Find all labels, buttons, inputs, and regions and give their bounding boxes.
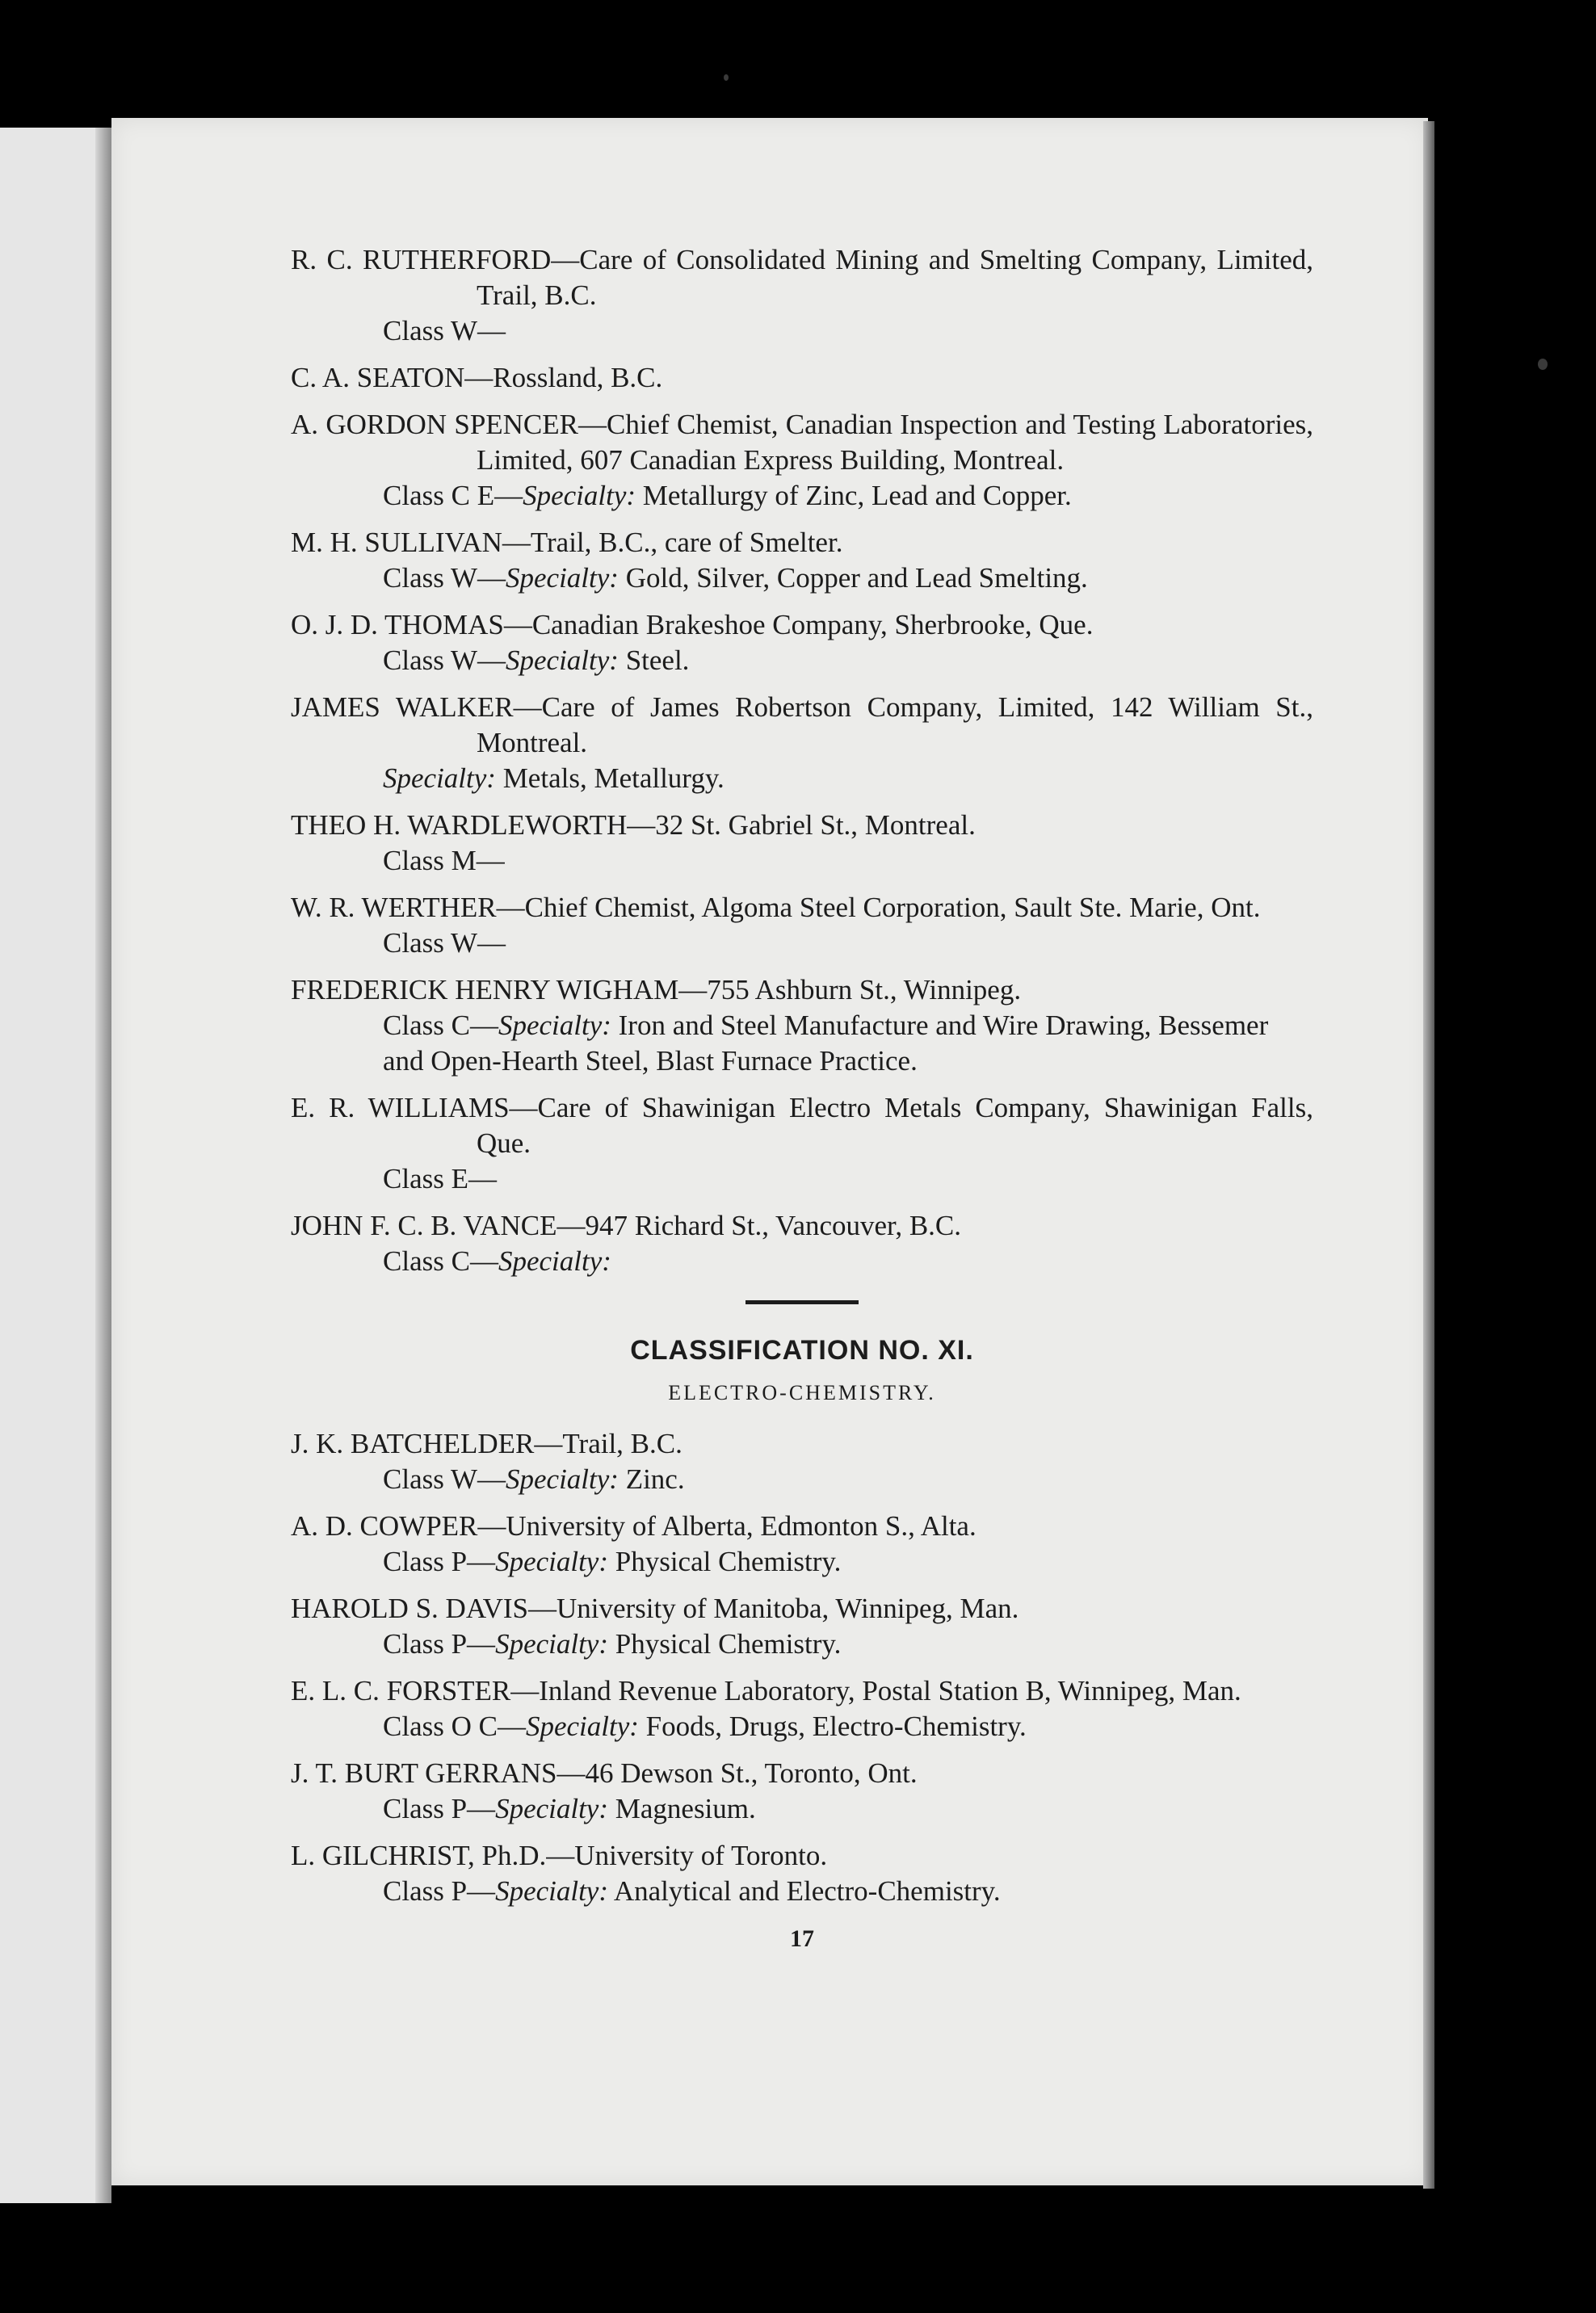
member-entry <box>291 808 1313 879</box>
member-entry <box>291 607 1313 678</box>
member-name-address: THEO H. WARDLEWORTH—32 St. Gabriel St., Montreal. <box>291 809 976 841</box>
member-name-address: J. K. BATCHELDER—Trail, B.C. <box>291 1428 682 1459</box>
member-entry <box>291 407 1313 514</box>
specialty-text: Metallurgy of Zinc, Lead and Copper. <box>636 480 1072 511</box>
specialty-label: Specialty: <box>498 1010 611 1041</box>
specialty-label: Specialty: <box>383 762 496 794</box>
member-class-line <box>291 1161 1313 1197</box>
member-class: Class M— <box>383 845 505 876</box>
member-class-line <box>291 478 1313 514</box>
member-name-address: C. A. SEATON—Rossland, B.C. <box>291 362 663 393</box>
specialty-text: Steel. <box>618 644 690 676</box>
section-divider <box>746 1300 859 1304</box>
member-entry <box>291 242 1313 349</box>
member-class: Class P— <box>383 1628 496 1660</box>
member-class: Class W— <box>383 644 506 676</box>
member-class: Class C— <box>383 1010 498 1041</box>
member-entry <box>291 360 1313 396</box>
member-class-line <box>291 1544 1313 1580</box>
member-class: Class C— <box>383 1245 498 1277</box>
specialty-label: Specialty: <box>498 1245 611 1277</box>
book-gutter <box>95 128 111 2203</box>
member-entry <box>291 690 1313 796</box>
member-class: Class P— <box>383 1793 496 1824</box>
member-class: Class W— <box>383 315 506 346</box>
member-class-line <box>291 1791 1313 1827</box>
specialty-text: Analytical and Electro-Chemistry. <box>608 1875 1001 1907</box>
member-list-bottom <box>291 1426 1313 1909</box>
member-class: Class E— <box>383 1163 497 1194</box>
member-class-line <box>291 761 1313 796</box>
member-name-address: A. GORDON SPENCER—Chief Chemist, Canadian Inspection and Testing Laboratories, Limited, 607 Canadian Express Building, Montreal. <box>291 409 1313 476</box>
member-class-line <box>291 1627 1313 1662</box>
member-class: Class W— <box>383 927 506 959</box>
speck <box>1538 359 1548 370</box>
specialty-label: Specialty: <box>495 1875 608 1907</box>
member-class: Class P— <box>383 1875 496 1907</box>
specialty-text: Magnesium. <box>608 1793 756 1824</box>
member-class-line <box>291 843 1313 879</box>
member-class-line <box>291 560 1313 596</box>
speck <box>724 74 729 81</box>
member-class: Class W— <box>383 562 506 594</box>
specialty-label: Specialty: <box>525 1711 639 1742</box>
specialty-label: Specialty: <box>506 562 619 594</box>
specialty-label: Specialty: <box>506 1463 619 1495</box>
member-entry <box>291 1208 1313 1279</box>
member-name-address: JAMES WALKER—Care of James Robertson Company, Limited, 142 William St., Montreal. <box>291 691 1313 758</box>
member-name-address: FREDERICK HENRY WIGHAM—755 Ashburn St., Winnipeg. <box>291 974 1022 1005</box>
member-class-line <box>291 1709 1313 1744</box>
member-class: Class C E— <box>383 480 523 511</box>
member-entry <box>291 1591 1313 1662</box>
member-class-line <box>291 313 1313 349</box>
member-entry <box>291 1426 1313 1497</box>
member-entry <box>291 1756 1313 1827</box>
member-name-address: R. C. RUTHERFORD—Care of Consolidated Mining and Smelting Company, Limited, Trail, B.C. <box>291 244 1313 311</box>
member-name-address: J. T. BURT GERRANS—46 Dewson St., Toronto, Ont. <box>291 1757 918 1789</box>
member-name-address: L. GILCHRIST, Ph.D.—University of Toronto. <box>291 1840 828 1871</box>
member-list-top <box>291 242 1313 1279</box>
specialty-text: Physical Chemistry. <box>608 1628 842 1660</box>
member-class: Class O C— <box>383 1711 526 1742</box>
member-class-line <box>291 1462 1313 1497</box>
member-class-line <box>291 1874 1313 1909</box>
specialty-label: Specialty: <box>523 480 636 511</box>
member-entry <box>291 1838 1313 1909</box>
member-class: Class W— <box>383 1463 506 1495</box>
specialty-text: Metals, Metallurgy. <box>495 762 724 794</box>
member-entry <box>291 525 1313 596</box>
specialty-label: Specialty: <box>495 1628 608 1660</box>
member-entry <box>291 1673 1313 1744</box>
specialty-text: Zinc. <box>618 1463 685 1495</box>
member-entry <box>291 972 1313 1079</box>
member-class: Class P— <box>383 1546 496 1577</box>
member-name-address: M. H. SULLIVAN—Trail, B.C., care of Smelter. <box>291 527 843 558</box>
member-name-address: W. R. WERTHER—Chief Chemist, Algoma Steel Corporation, Sault Ste. Marie, Ont. <box>291 892 1261 923</box>
member-class-line <box>291 643 1313 678</box>
page-number: 17 <box>790 1925 814 1952</box>
member-entry <box>291 890 1313 961</box>
member-class-line <box>291 1244 1313 1279</box>
member-entry <box>291 1509 1313 1580</box>
specialty-text: Foods, Drugs, Electro-Chemistry. <box>638 1711 1027 1742</box>
specialty-label: Specialty: <box>495 1546 608 1577</box>
member-name-address: E. L. C. FORSTER—Inland Revenue Laboratory, Postal Station B, Winnipeg, Man. <box>291 1675 1241 1706</box>
specialty-text: Physical Chemistry. <box>608 1546 842 1577</box>
directory-content <box>291 242 1313 1953</box>
page-edge <box>1423 121 1434 2189</box>
member-name-address: HAROLD S. DAVIS—University of Manitoba, Winnipeg, Man. <box>291 1593 1019 1624</box>
member-class-line <box>291 1008 1313 1079</box>
member-name-address: A. D. COWPER—University of Alberta, Edmonton S., Alta. <box>291 1510 976 1542</box>
member-name-address: JOHN F. C. B. VANCE—947 Richard St., Vancouver, B.C. <box>291 1210 962 1241</box>
specialty-text: Iron and Steel Manufacture and Wire Drawing, Bessemer and Open-Hearth Steel, Blast Furnace Practice. <box>383 1010 1269 1077</box>
specialty-text: Gold, Silver, Copper and Lead Smelting. <box>618 562 1088 594</box>
specialty-label: Specialty: <box>495 1793 608 1824</box>
member-class-line <box>291 926 1313 961</box>
classification-title: CLASSIFICATION NO. XI. <box>630 1335 974 1366</box>
member-entry <box>291 1090 1313 1197</box>
specialty-label: Specialty: <box>506 644 619 676</box>
classification-subtitle: ELECTRO-CHEMISTRY. <box>668 1381 936 1404</box>
member-name-address: E. R. WILLIAMS—Care of Shawinigan Electro Metals Company, Shawinigan Falls, Que. <box>291 1092 1313 1159</box>
member-name-address: O. J. D. THOMAS—Canadian Brakeshoe Company, Sherbrooke, Que. <box>291 609 1094 640</box>
